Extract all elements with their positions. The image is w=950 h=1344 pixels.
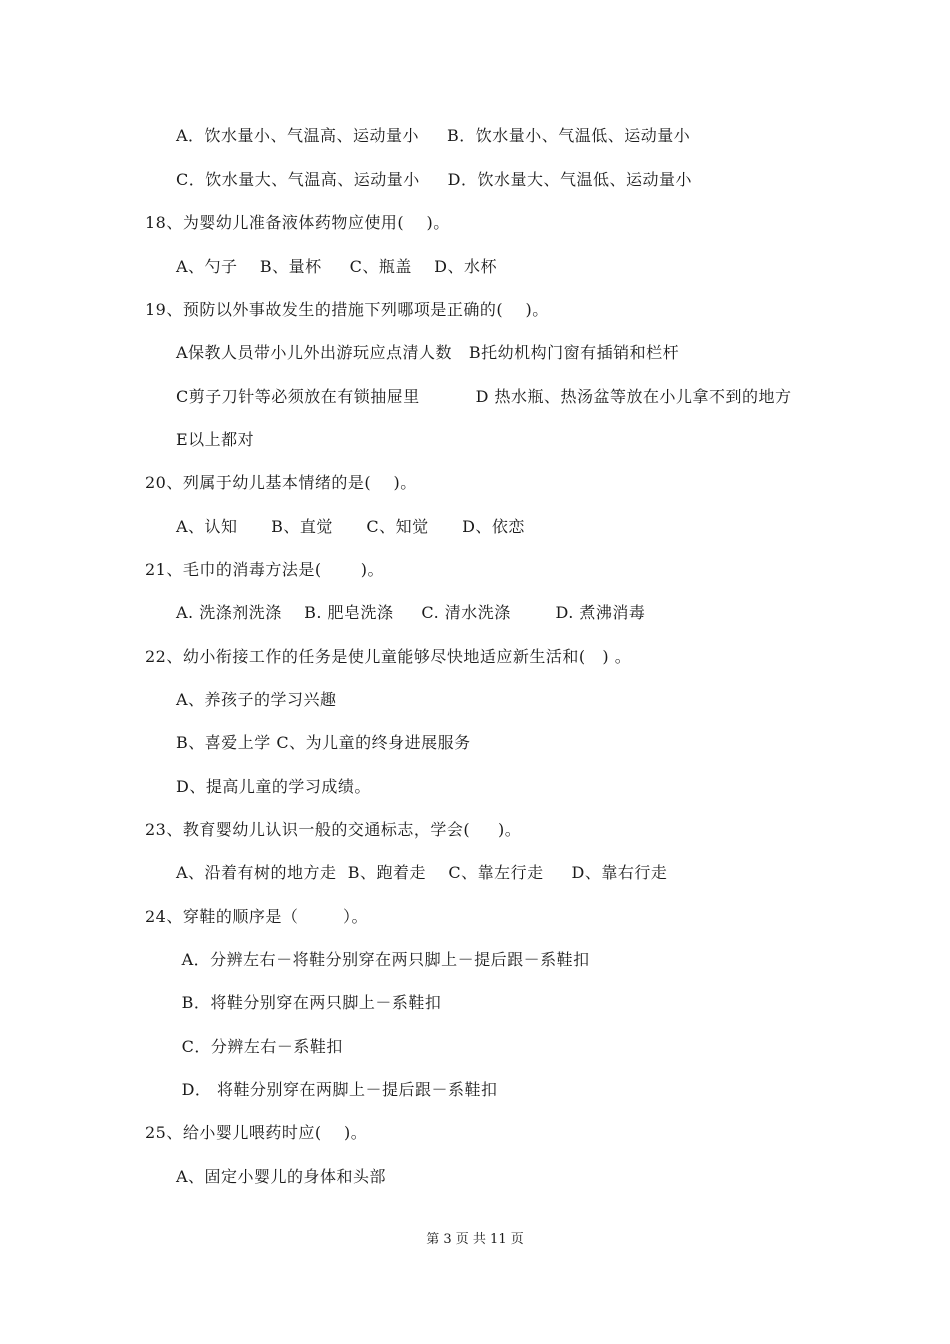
q22-option-a: A、养孩子的学习兴趣 xyxy=(176,690,337,709)
q17-options-ab: A．饮水量小、气温高、运动量小 B．饮水量小、气温低、运动量小 xyxy=(176,126,691,145)
question-18: 18、为婴幼儿准备液体药物应使用( )。 xyxy=(145,213,450,232)
question-25: 25、给小婴儿喂药时应( )。 xyxy=(145,1123,368,1142)
question-19: 19、预防以外事故发生的措施下列哪项是正确的( )。 xyxy=(145,300,549,319)
q19-option-e: E以上都对 xyxy=(176,430,255,449)
q25-option-a: A、固定小婴儿的身体和头部 xyxy=(176,1167,387,1186)
q17-options-cd: C．饮水量大、气温高、运动量小 D．饮水量大、气温低、运动量小 xyxy=(176,170,693,189)
q22-options-bc: B、喜爱上学 C、为儿童的终身进展服务 xyxy=(176,733,471,752)
q24-option-a: A．分辨左右－将鞋分别穿在两只脚上－提后跟－系鞋扣 xyxy=(176,950,590,969)
q21-options: A. 洗涤剂洗涤 B. 肥皂洗涤 C. 清水洗涤 D. 煮沸消毒 xyxy=(176,603,646,622)
question-20: 20、列属于幼儿基本情绪的是( )。 xyxy=(145,473,417,492)
q24-option-d: D． 将鞋分别穿在两脚上－提后跟－系鞋扣 xyxy=(176,1080,498,1099)
page-footer: 第 3 页 共 11 页 xyxy=(426,1232,524,1247)
q24-option-c: C．分辨左右－系鞋扣 xyxy=(176,1037,343,1056)
question-23: 23、教育婴幼儿认识一般的交通标志，学会( )。 xyxy=(145,820,522,839)
q19-options-ab: A保教人员带小儿外出游玩应点清人数 B托幼机构门窗有插销和栏杆 xyxy=(176,343,680,362)
q22-option-d: D、提高儿童的学习成绩。 xyxy=(176,777,371,796)
q24-option-b: B．将鞋分别穿在两只脚上－系鞋扣 xyxy=(176,993,442,1012)
q20-options: A、认知 B、直觉 C、知觉 D、依恋 xyxy=(176,517,525,536)
q23-options: A、沿着有树的地方走 B、跑着走 C、靠左行走 D、靠右行走 xyxy=(176,863,668,882)
q18-options: A、勺子 B、量杯 C、瓶盖 D、水杯 xyxy=(176,257,498,276)
q19-options-cd: C剪子刀针等必须放在有锁抽屉里 D 热水瓶、热汤盆等放在小儿拿不到的地方 xyxy=(176,387,792,406)
question-21: 21、毛巾的消毒方法是( )。 xyxy=(145,560,384,579)
question-24: 24、穿鞋的顺序是（ ）。 xyxy=(145,907,369,926)
question-22: 22、幼小衔接工作的任务是使儿童能够尽快地适应新生活和( ) 。 xyxy=(145,647,632,666)
